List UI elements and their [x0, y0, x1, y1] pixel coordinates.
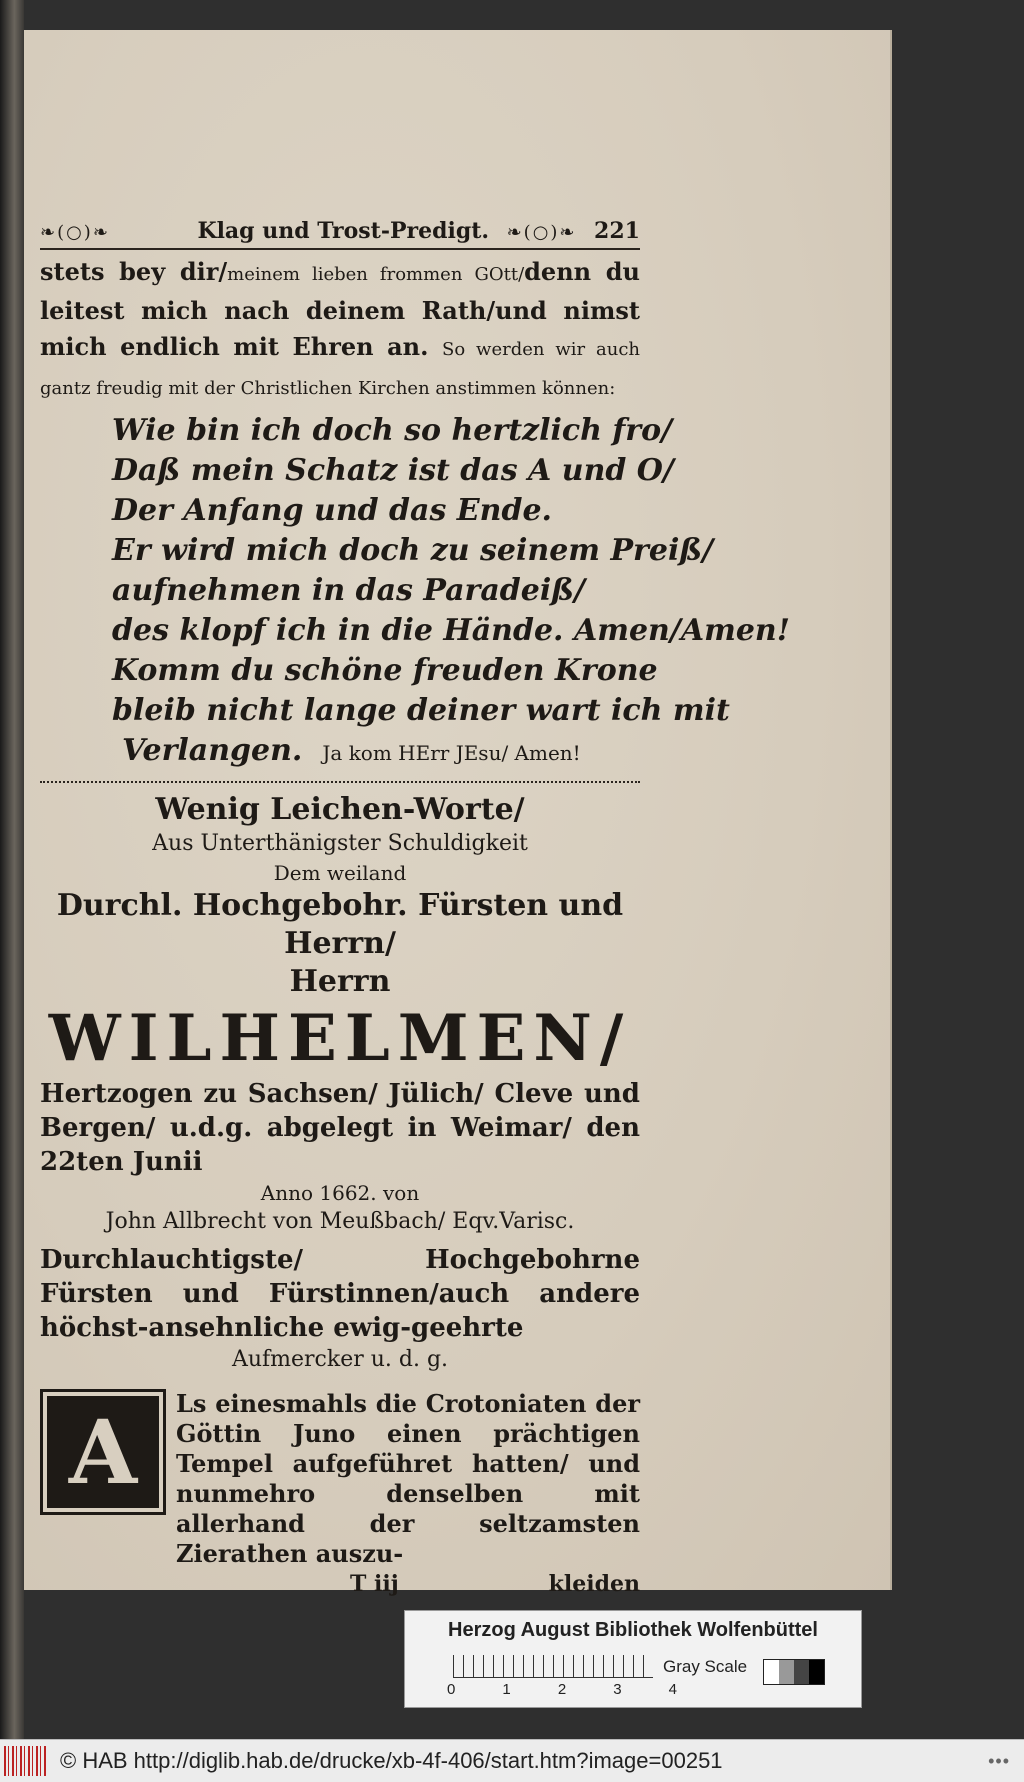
page-text	[40, 218, 790, 1597]
book-page	[24, 30, 890, 1597]
ruler-number: 0	[447, 1681, 456, 1698]
ruler-number: 3	[613, 1681, 622, 1698]
verse-line: des klopf ich in die Hände. Amen/Amen!	[112, 613, 790, 648]
body-paragraph	[40, 1389, 640, 1569]
verse-line: Wie bin ich doch so hertzlich fro/	[112, 413, 673, 448]
running-head	[40, 218, 640, 250]
ruler-number: 2	[557, 1681, 567, 1698]
title-line8: John Allbrecht von Meußbach/ Eqv.Varisc.	[105, 1209, 575, 1234]
more-options-icon[interactable]: •••	[988, 1750, 1010, 1771]
status-bar	[0, 1739, 1024, 1782]
intro-paragraph	[40, 254, 640, 407]
verse-line: bleib nicht lange deiner wart ich mit	[112, 693, 730, 728]
title-line1: Wenig Leichen-Worte/	[155, 792, 525, 827]
running-title: Klag und Trost-Predigt.	[197, 218, 490, 244]
body-text: Ls einesmahls die Crotoniaten der Göttin Juno einen prächtigen Tempel aufgeführet hatten/ und nunmehro denselben mit allerhand der seltzamsten Zierathen auszu-	[176, 1389, 640, 1568]
verse-line: Komm du schöne freuden Krone	[112, 653, 658, 688]
title-line6: Hertzogen zu Sachsen/ Jülich/ Cleve und Bergen/ u.d.g. abgelegt in Weimar/ den 22ten Junii	[40, 1079, 640, 1177]
page-number: 221	[594, 218, 640, 244]
title-line4: Durchl. Hochgebohr. Fürsten und Herrn/	[56, 888, 624, 961]
decorated-initial: A	[40, 1389, 166, 1515]
library-name: Herzog August Bibliothek Wolfenbüttel	[448, 1619, 818, 1641]
verse-line: Der Anfang und das Ende.	[112, 493, 552, 528]
ornamental-divider	[40, 781, 640, 783]
catchword: kleiden	[548, 1571, 640, 1597]
address-paragraph: Durchlauchtigste/ Hochgebohrne Fürsten und Fürstinnen/auch andere höchst-ansehnliche ewig-geehrte	[40, 1245, 640, 1343]
hymn-verse	[112, 411, 790, 773]
title-line3: Dem weiland	[273, 861, 407, 885]
signature-mark: T iij	[350, 1571, 399, 1597]
address-end: Aufmercker u. d. g.	[231, 1347, 449, 1372]
ruler-number: 4	[668, 1681, 677, 1698]
head-ornament-left: ❧(○)❧	[40, 222, 110, 243]
verse-line: Daß mein Schatz ist das A und O/	[112, 453, 674, 488]
copyright-url[interactable]: © HAB http://diglib.hab.de/drucke/xb-4f-406/start.htm?image=00251	[60, 1748, 723, 1773]
head-ornament-right: ❧(○)❧	[506, 222, 577, 243]
scale-ruler	[453, 1655, 653, 1678]
intro-line1-small: meinem lieben frommen GOtt/	[227, 264, 525, 285]
grayscale-label: Gray Scale	[663, 1657, 748, 1676]
previous-page-edge	[0, 0, 24, 1740]
ruler-number: 1	[502, 1681, 511, 1698]
verse-last-line	[122, 731, 640, 773]
title-name: WILHELMEN/	[48, 1001, 632, 1076]
verse-amen: Ja kom HErr JEsu/ Amen!	[322, 741, 581, 765]
verse-last-word: Verlangen.	[122, 733, 303, 768]
page-footer	[40, 1571, 640, 1597]
grayscale-swatch	[763, 1659, 825, 1685]
verse-line: Er wird mich doch zu seinem Preiß/	[112, 533, 714, 568]
color-calibration-card	[404, 1610, 862, 1708]
title-line2: Aus Unterthänigster Schuldigkeit	[152, 831, 528, 856]
title-line7: Anno 1662. von	[260, 1181, 420, 1205]
title-line5: Herrn	[289, 964, 391, 999]
barcode-icon	[4, 1746, 48, 1776]
intro-line2: So werden wir auch gantz freudig mit der Christlichen Kirchen anstimmen können:	[40, 339, 640, 399]
title-block	[40, 791, 640, 1237]
verse-line: aufnehmen in das Paradeiß/	[112, 573, 585, 608]
intro-line1-rest: denn du leitest mich nach deinem Rath/und nimst mich endlich mit Ehren an.	[40, 257, 640, 361]
intro-line1: stets bey dir/	[40, 257, 228, 286]
ruler-numbers	[447, 1681, 677, 1698]
